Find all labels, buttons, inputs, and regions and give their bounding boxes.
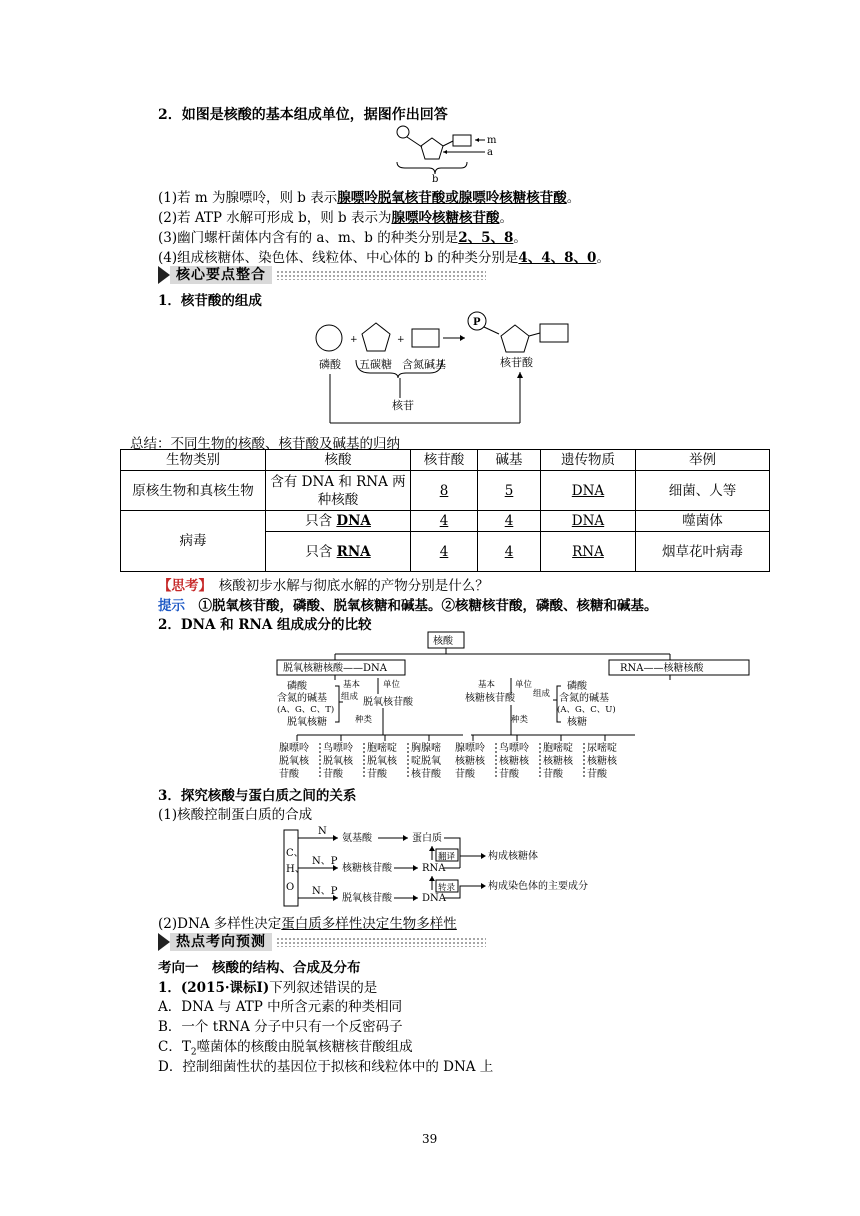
table-row: 病毒 只含 DNA 4 4 DNA 噬菌体 (121, 511, 770, 532)
svg-text:种类: 种类 (511, 715, 529, 725)
leaf-label: 核糖核 (587, 756, 617, 767)
svg-text:(A、G、C、U): (A、G、C、U) (557, 705, 616, 715)
th-base: 碱基 (478, 450, 541, 471)
fig-label-b: b (432, 174, 439, 182)
th-category: 生物类别 (121, 450, 266, 471)
svg-text:核酸: 核酸 (433, 636, 453, 647)
direction-title: 考向一 核酸的结构、合成及分布 (158, 960, 361, 976)
banner-dots (276, 270, 486, 280)
svg-text:磷酸: 磷酸 (567, 681, 587, 692)
leaf-label: 胞嘧啶 (543, 743, 573, 754)
svg-text:+: + (397, 335, 405, 345)
leaf-label: 腺嘌呤 (455, 743, 485, 754)
leaf-label: 鸟嘌呤 (323, 743, 353, 754)
svg-text:含氮的碱基: 含氮的碱基 (277, 693, 327, 704)
leaf-label: 苷酸 (367, 769, 387, 780)
q1-option-a: A．DNA 与 ATP 中所含元素的种类相同 (158, 999, 403, 1015)
section-banner-hotspot (158, 933, 486, 951)
q2-line4: (4)组成核糖体、染色体、线粒体、中心体的 b 的种类分别是4、4、8、0。 (158, 250, 610, 266)
svg-text:转录: 转录 (438, 883, 456, 893)
leaf-label: 核苷酸 (411, 769, 441, 780)
think-line: 【思考】 核酸初步水解与彻底水解的产物分别是什么？ (158, 578, 489, 594)
leaf-label: 核糖核 (499, 756, 529, 767)
svg-text:磷酸: 磷酸 (287, 681, 307, 692)
leaf-label: 脱氧核 (323, 756, 353, 767)
svg-text:核糖: 核糖 (567, 717, 587, 728)
svg-text:核糖核苷酸: 核糖核苷酸 (465, 693, 515, 704)
s2-title: 2．DNA 和 RNA 组成成分的比较 (158, 617, 372, 633)
svg-text:组成: 组成 (341, 692, 359, 702)
q2-line1: (1)若 m 为腺嘌呤，则 b 表示腺嘌呤脱氧核苷酸或腺嘌呤核糖核苷酸。 (158, 190, 581, 206)
leaf-label: 胞嘧啶 (367, 743, 397, 754)
label-base: 含氮碱基 (402, 358, 446, 371)
svg-text:RNA: RNA (422, 863, 446, 874)
svg-text:种类: 种类 (355, 715, 373, 725)
leaf-label: 苷酸 (543, 769, 563, 780)
svg-text:脱氧核糖核酸——DNA: 脱氧核糖核酸——DNA (283, 663, 387, 674)
svg-text:脱氧核苷酸: 脱氧核苷酸 (342, 893, 392, 904)
hint-line: 提示 ①脱氧核苷酸，磷酸、脱氧核糖和碱基。②核糖核苷酸，磷酸、核糖和碱基。 (158, 598, 658, 614)
leaf-label: 苷酸 (323, 769, 343, 780)
leaf-label: 苷酸 (587, 769, 607, 780)
nucleotide-figure (395, 124, 515, 182)
banner-arrow-icon (158, 266, 170, 284)
svg-text:构成核糖体: 构成核糖体 (488, 851, 538, 862)
q2-line2: (2)若 ATP 水解可形成 b，则 b 表示为腺嘌呤核糖核苷酸。 (158, 210, 513, 226)
banner-label: 热点考向预测 (170, 933, 272, 951)
th-example: 举例 (636, 450, 770, 471)
leaf-label: 核糖核 (543, 756, 573, 767)
svg-text:翻译: 翻译 (438, 852, 456, 862)
leaf-label: 脱氧核 (279, 756, 309, 767)
leaf-label: 腺嘌呤 (279, 743, 309, 754)
s3-sub1: (1)核酸控制蛋白质的合成 (158, 807, 313, 823)
label-phosphate: 磷酸 (319, 358, 341, 371)
table-row: 只含 RNA 4 4 RNA 烟草花叶病毒 (121, 532, 770, 572)
q1-option-b: B．一个 tRNA 分子中只有一个反密码子 (158, 1019, 403, 1035)
svg-text:N、P: N、P (312, 856, 338, 867)
leaf-label: 脱氧核 (367, 756, 397, 767)
label-nucleoside: 核苷 (392, 399, 414, 412)
svg-text:N、P: N、P (312, 886, 338, 897)
svg-text:单位: 单位 (383, 680, 401, 690)
svg-text:基本: 基本 (343, 680, 361, 690)
nucleic-acid-protein-diagram (282, 822, 622, 908)
label-pentose: 五碳糖 (359, 358, 392, 371)
q2-line3: (3)幽门螺杆菌体内含有的 a、m、b 的种类分别是2、5、8。 (158, 230, 527, 246)
section-banner-core (158, 266, 486, 284)
svg-text:含氮的碱基: 含氮的碱基 (559, 693, 609, 704)
s1-title: 1．核苷酸的组成 (158, 293, 262, 309)
leaf-label: 啶脱氧 (411, 756, 441, 767)
table-row: 原核生物和真核生物 含有 DNA 和 RNA 两种核酸 8 5 DNA 细菌、人等 (121, 471, 770, 511)
leaf-label: 尿嘧啶 (587, 743, 617, 754)
summary-line: 总结：不同生物的核酸、核苷酸及碱基的归纳 (130, 436, 400, 452)
svg-text:P: P (473, 317, 481, 328)
banner-dots (276, 937, 486, 947)
svg-text:O: O (286, 882, 295, 893)
svg-text:(A、G、C、T): (A、G、C、T) (277, 705, 335, 715)
svg-text:RNA——核糖核酸: RNA——核糖核酸 (620, 663, 704, 674)
q1-option-d: D．控制细菌性状的基因位于拟核和线粒体中的 DNA 上 (158, 1059, 494, 1075)
leaf-label: 苷酸 (499, 769, 519, 780)
banner-label: 核心要点整合 (170, 266, 272, 284)
svg-text:脱氧核苷酸: 脱氧核苷酸 (363, 697, 413, 708)
leaf-label: 苷酸 (455, 769, 475, 780)
svg-text:基本: 基本 (478, 680, 496, 690)
q2-title: 2．如图是核酸的基本组成单位，据图作出回答 (158, 107, 448, 123)
q1-option-c: C．$T_2$噬菌体的核酸由脱氧核糖核苷酸组成 (158, 1039, 413, 1058)
summary-table (120, 449, 770, 572)
svg-text:N: N (318, 826, 327, 837)
leaf-label: 胸腺嘧 (411, 743, 441, 754)
s3-title: 3．探究核酸与蛋白质之间的关系 (158, 788, 357, 804)
svg-text:蛋白质: 蛋白质 (412, 833, 442, 844)
svg-text:+: + (350, 335, 358, 345)
svg-text:氨基酸: 氨基酸 (342, 833, 372, 844)
banner-arrow-icon (158, 933, 170, 951)
svg-text:脱氧核糖: 脱氧核糖 (287, 717, 327, 728)
leaf-group (279, 735, 618, 780)
q1-stem: 1．(2015·课标Ⅰ)下列叙述错误的是 (158, 980, 378, 996)
th-genetic-material: 遗传物质 (541, 450, 636, 471)
svg-text:单位: 单位 (515, 680, 533, 690)
th-nucleic-acid: 核酸 (266, 450, 411, 471)
svg-text:H、: H、 (286, 864, 305, 875)
fig-label-a: a (487, 147, 493, 158)
svg-text:C、: C、 (286, 848, 304, 859)
leaf-label: 鸟嘌呤 (499, 743, 529, 754)
s3-sub2: (2)DNA 多样性决定蛋白质多样性决定生物多样性 (158, 916, 457, 932)
th-nucleotide: 核苷酸 (411, 450, 478, 471)
svg-text:构成染色体的主要成分: 构成染色体的主要成分 (488, 881, 588, 892)
label-nucleotide: 核苷酸 (500, 356, 533, 369)
leaf-label: 核糖核 (455, 756, 485, 767)
page-number: 39 (422, 1132, 438, 1146)
leaf-label: 苷酸 (279, 769, 299, 780)
nucleotide-composition-diagram (310, 308, 580, 438)
svg-text:核糖核苷酸: 核糖核苷酸 (342, 863, 392, 874)
fig-label-m: m (487, 135, 497, 146)
dna-rna-comparison-diagram (275, 630, 765, 782)
svg-text:DNA: DNA (422, 893, 446, 904)
svg-text:组成: 组成 (533, 689, 551, 699)
